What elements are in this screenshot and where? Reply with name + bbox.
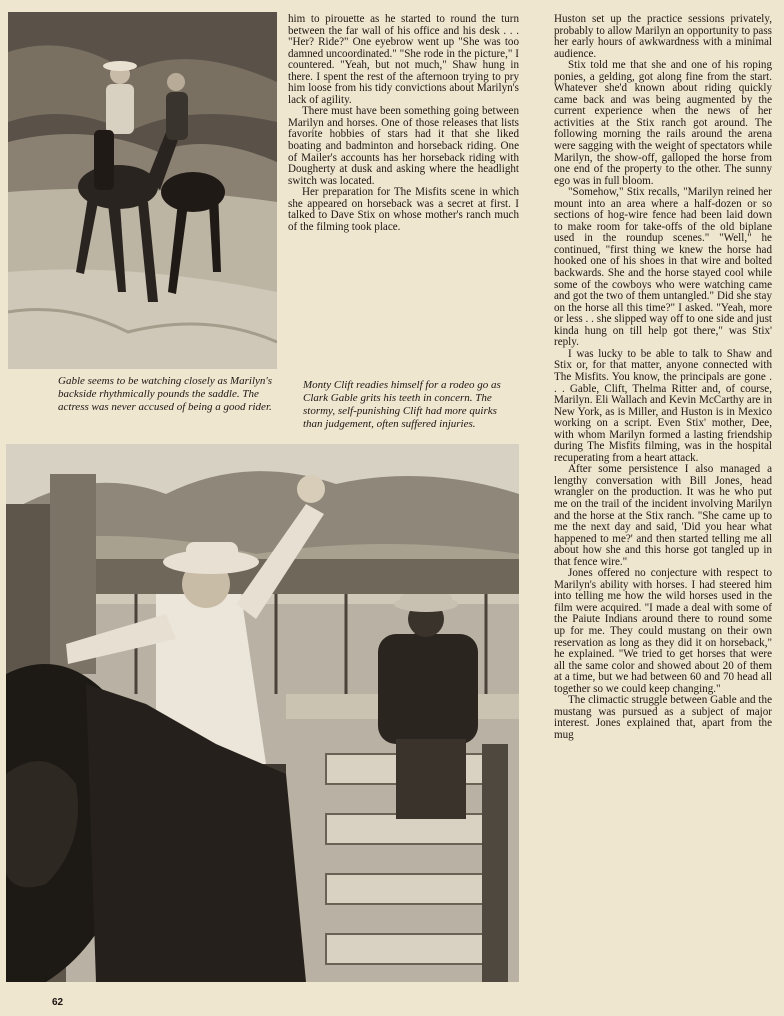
paragraph: "Somehow," Stix recalls, "Marilyn reined her mount into an area where a half-dozen or so sections of hog-wire fence had been laid down to make room for take-offs of the old biplane used in the roundup scenes." "Well," he continued, "first thing we knew the horse had hooked one of his shoes in that wire and bolted backwards. She and the horse stayed cool while some of the cowboys who were watching came and got the two of them untangled." Did she stay on the horse all this time?" I asked. "Yeah, more or less . . she slipped way off to one side and just kinda hung on till help got there," was Stix' reply. <box>554 186 772 349</box>
paragraph: Huston set up the practice sessions privately, probably to allow Marilyn an opportunity to pass her early hours of awkwardness with a minimal audience. <box>554 14 772 60</box>
paragraph: Stix told me that she and one of his roping ponies, a gelding, got along fine from the start. Whatever she'd known about riding quickly came back and was being augmented by the current experience when the news of her activities at the Stix ranch got around. The following morning the rails around the arena were sagging with the weight of spectators while Marilyn, the show-off, galloped the horse from one end of the property to the other. The sunny ego was in full bloom. <box>554 59 772 187</box>
paragraph: Her preparation for The Misfits scene in which she appeared on horseback was a secret at first. I talked to Dave Stix on whose mother's ranch much of the filming took place. <box>288 186 519 233</box>
photo-corral-illustration <box>6 444 519 982</box>
paragraph: The climactic struggle between Gable and the mustang was pursued as a subject of major interest. Jones explained that, apart from the mug <box>554 694 772 741</box>
paragraph: There must have been something going between Marilyn and horses. One of those releases that lists favorite hobbies of stars had it that she liked boating and badminton and horseback riding. One of Mailer's accounts has her horseback riding with Dougherty at dusk and asking where the headlight switch was located. <box>288 105 519 187</box>
caption-riders: Gable seems to be watching closely as Marilyn's backside rhythmically pounds the saddle. The actress was never accused of being a good rider. <box>58 375 273 413</box>
article-column-right <box>554 14 772 990</box>
page-number: 62 <box>52 997 64 1008</box>
paragraph: I was lucky to be able to talk to Shaw and Stix or, for that matter, anyone connected with The Misfits. You know, the principals are gone . . . Gable, Clift, Thelma Ritter and, of course, Marilyn. Eli Wallach and Kevin McCarthy are in New York, as is Miller, and Huston is in Mexico working on a script. Even Stix' mother, Dee, with whom Marilyn formed a lasting friendship during The Misfits filming, was in the hospital recuperating from a heart attack. <box>554 347 772 464</box>
article-column-middle <box>288 14 519 334</box>
photo-riders <box>8 12 277 369</box>
paragraph: Jones offered no conjecture with respect to Marilyn's ability with horses. I had steered him into telling me how the wild horses used in the film were acquired. "I made a deal with some of the Paiute Indians around there to round some up for me. They could mustang on their own reservation as long as they did it on horseback," he explained. "We tried to get horses that were all the same color and showed about 20 of them at a time, but we had between 60 and 70 head all together so we could keep changing." <box>554 567 772 695</box>
paragraph: him to pirouette as he started to round the turn between the far wall of his office and his desk . . . "Her? Ride?" One eyebrow went up "She was too damned uncoordinated." "She rode in the picture," I countered. "Yeah, but not much," Shaw hung in there. I spent the rest of the afternoon trying to pry him loose from his tidy convictions about Marilyn's lack of agility. <box>288 14 519 106</box>
photo-riders-illustration <box>8 12 277 369</box>
paragraph: After some persistence I also managed a lengthy conversation with Bill Jones, head wrangler on the production. It was he who put me on the trail of the incident involving Marilyn and the horse at the Stix ranch. "She came up to me the next day and said, 'Did you hear what happened to me?' and then started telling me all about how she and this horse got tangled up in that fence wire." <box>554 463 772 568</box>
caption-clift-gable: Monty Clift readies himself for a rodeo go as Clark Gable grits his teeth in concern. The stormy, self-punishing Clift had more quirks than judgement, often suffered injuries. <box>303 379 501 430</box>
photo-corral <box>6 444 519 982</box>
